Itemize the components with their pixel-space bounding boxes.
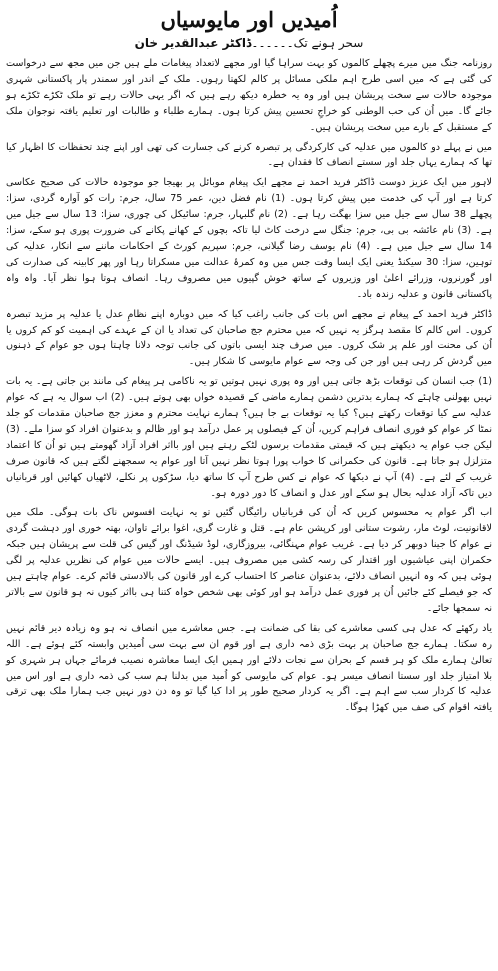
paragraph: یاد رکھئے کہ عدل ہی کسی معاشرے کی بقا کی ضمانت ہے۔ جس معاشرے میں انصاف نہ ہو وہ زیادہ دیر قائم نہیں رہ سکتا۔ ہمارے جج صاحبان پر بہت بڑی ذمہ داری ہے اور قوم ان سے بہت سی اُمیدیں وابستہ کئے ہوئے ہے۔ اللہ تعالیٰ ہمارے ملک کو ہر قسم کے بحران سے نجات دلائے اور ہمیں ایک ایسا معاشرہ نصیب فرمائے جہاں ہر شہری کو بلا امتیاز جلد اور سستا انصاف میسر ہو۔ عوام کی مایوسی کو اُمید میں بدلنا ہم سب کی ذمہ داری ہے اور اس میں عدلیہ کا کردار سب سے اہم ہے۔ اگر یہ کردار صحیح طور پر ادا کیا گیا تو وہ دن دور نہیں جب ہمارا ملک بھی ترقی یافتہ اقوام کی صف میں کھڑا ہوگا۔ — [6, 622, 492, 714]
paragraph: میں نے پہلے دو کالموں میں عدلیہ کی کارکردگی پر تبصرہ کرنے کی جسارت کی تھی اور اپنے چند تحفظات کا اظہار کیا تھا کہ ہمارے یہاں جلد اور سستے انصاف کا فقدان ہے۔ — [6, 141, 492, 169]
paragraph: (1) جب انسان کی توقعات بڑھ جاتی ہیں اور وہ پوری نہیں ہوتیں تو یہ ناکامی ہر پیغام کی مانند بن جاتی ہے۔ یہ بات نہیں بھولنی چاہئے کہ ہمارے بدترین دشمن ہمارے ماضی کے قصیدہ خواں بھی ہوتے ہیں۔ (2) اب سوال یہ ہے کہ عوام عدلیہ سے کیا توقعات رکھتے ہیں؟ کیا یہ توقعات بے جا ہیں؟ ہمارے نہایت محترم و معزز جج صاحبان مقدمات کو جلد نمٹا کر عوام کو فوری انصاف فراہم کریں، اُن کے فیصلوں پر عمل درآمد ہو اور ظالم و بدعنوان افراد کو سزا ملے۔ (3) لیکن جب عوام یہ دیکھتے ہیں کہ قیمتی مقدمات برسوں لٹکے رہتے ہیں اور بااثر افراد آزاد گھومتے ہیں تو اُن کا اعتماد متزلزل ہو جاتا ہے۔ قانون کی حکمرانی کا خواب پورا ہوتا نظر نہیں آتا اور عوام یہ سمجھنے لگتے ہیں کہ قانون صرف غریب کے لئے ہے۔ (4) آپ نے دیکھا کہ عوام نے کس طرح آپ کا ساتھ دیا، سڑکوں پر نکلے، لاٹھیاں کھائیں اور قربانیاں دیں تاکہ آزاد عدلیہ بحال ہو سکے اور عدل و انصاف کا دور دورہ ہو۔ — [6, 376, 492, 499]
author-name: ڈاکٹر عبدالقدیر خان — [134, 36, 252, 50]
headline: اُمیدیں اور مایوسیاں — [160, 7, 338, 32]
paragraph: ڈاکٹر فرید احمد کے پیغام نے مجھے اس بات کی جانب راغب کیا کہ میں دوبارہ اپنے نظامِ عدل یا عدلیہ پر مزید تبصرہ کروں۔ اس کالم کا مقصد ہرگز یہ نہیں کہ میں محترم جج صاحبان کی تعداد یا ان کے عہدے کی اہمیت کو کم کروں یا اُن کی محنت اور علم پر شک کروں۔ میں صرف چند ایسی باتوں کی جانب توجہ دلانا چاہتا ہوں جو عوام کے ذہنوں میں گردش کر رہی ہیں اور جن کی وجہ سے عوام مایوسی کا شکار ہیں۔ — [6, 308, 492, 368]
paragraph: روزنامہ جنگ میں میرے پچھلے کالموں کو بہت سراہا گیا اور مجھے لاتعداد پیغامات ملے ہیں جن میں مجھ سے درخواست کی گئی ہے کہ میں اسی طرح اہم ملکی مسائل پر کالم لکھتا رہوں۔ ملک کے اندر اور سمندر پار پاکستانی شہری موجودہ حالات سے سخت پریشان ہیں اور وہ یہ خطرہ دیکھ رہے ہیں کہ اگر یہی حالات رہے تو ملک ٹکڑے ٹکڑے ہو جائے گا۔ میں اُن کی حب الوطنی کو خراجِ تحسین پیش کرتا ہوں۔ ہمارے طلباء و طالبات اور تعلیم یافتہ نوجوان ملک کے مستقبل کے بارے میں سخت پریشان ہیں۔ — [6, 58, 492, 133]
column-name: سحر ہونے تک — [293, 36, 364, 50]
byline-separator: ۔۔۔۔۔۔ — [251, 36, 294, 50]
byline — [6, 35, 492, 51]
paragraph: لاہور میں ایک عزیز دوست ڈاکٹر فرید احمد نے مجھے ایک پیغام موبائل پر بھیجا جو موجودہ حالات کی صحیح عکاسی کرتا ہے اور آپ کی خدمت میں پیش کرتا ہوں۔ (1) نام فضل دین، عمر 75 سال، جرم: رات کو آوارہ گردی، سزا: پچھلے 38 سال سے جیل میں سزا بھگت رہا ہے۔ (2) نام گلبہار، جرم: سائیکل کی چوری، سزا: 13 سال سے جیل میں ہے۔ (3) نام عائشہ بی بی، جرم: جنگل سے درخت کاٹ لیا تاکہ بچوں کے کھانے پکانے کی ضرورت پوری ہو سکے، سزا: 14 سال سے جیل میں ہے۔ (4) نام یوسف رضا گیلانی، جرم: سپریم کورٹ کے احکامات ماننے سے انکار، عدلیہ کی توہین، سزا: 30 سیکنڈ یعنی ایک ایسا وقت جس میں وہ کمرۂ عدالت میں مسکراتا رہا اور پھر کابینہ کی صدارت کی اور گورنروں، وزرائے اعلیٰ اور وزیروں کے ساتھ خوش گپیوں میں مصروف رہا۔ انصاف ہوتا ہوا نظر آیا۔ واہ واہ پاکستانی قانون و عدلیہ زندہ باد۔ — [6, 177, 493, 300]
paragraph: اب اگر عوام یہ محسوس کریں کہ اُن کی قربانیاں رائیگاں گئیں تو یہ نہایت افسوس ناک بات ہوگی۔ ملک میں لاقانونیت، لوٹ مار، رشوت ستانی اور کرپشن عام ہے۔ قتل و غارت گری، اغوا برائے تاوان، بھتہ خوری اور دہشت گردی نے عوام کا جینا دوبھر کر دیا ہے۔ غریب عوام مہنگائی، بیروزگاری، لوڈ شیڈنگ اور گیس کی قلت سے پریشان ہیں جبکہ حکمران اپنی عیاشیوں اور اقتدار کی رسہ کشی میں مصروف ہیں۔ ایسے حالات میں عوام کی نظریں عدلیہ پر لگی ہوئی ہیں کہ وہ انہیں انصاف دلائے، بدعنوان عناصر کا احتساب کرے اور قانون کی بالادستی قائم کرے۔ عوام چاہتے ہیں کہ جو فیصلے کئے جائیں اُن پر فوری عمل درآمد ہو اور کوئی بھی شخص خواہ کتنا ہی بااثر کیوں نہ ہو قانون سے بالاتر نہ سمجھا جائے۔ — [6, 507, 492, 614]
article-body — [6, 56, 492, 716]
